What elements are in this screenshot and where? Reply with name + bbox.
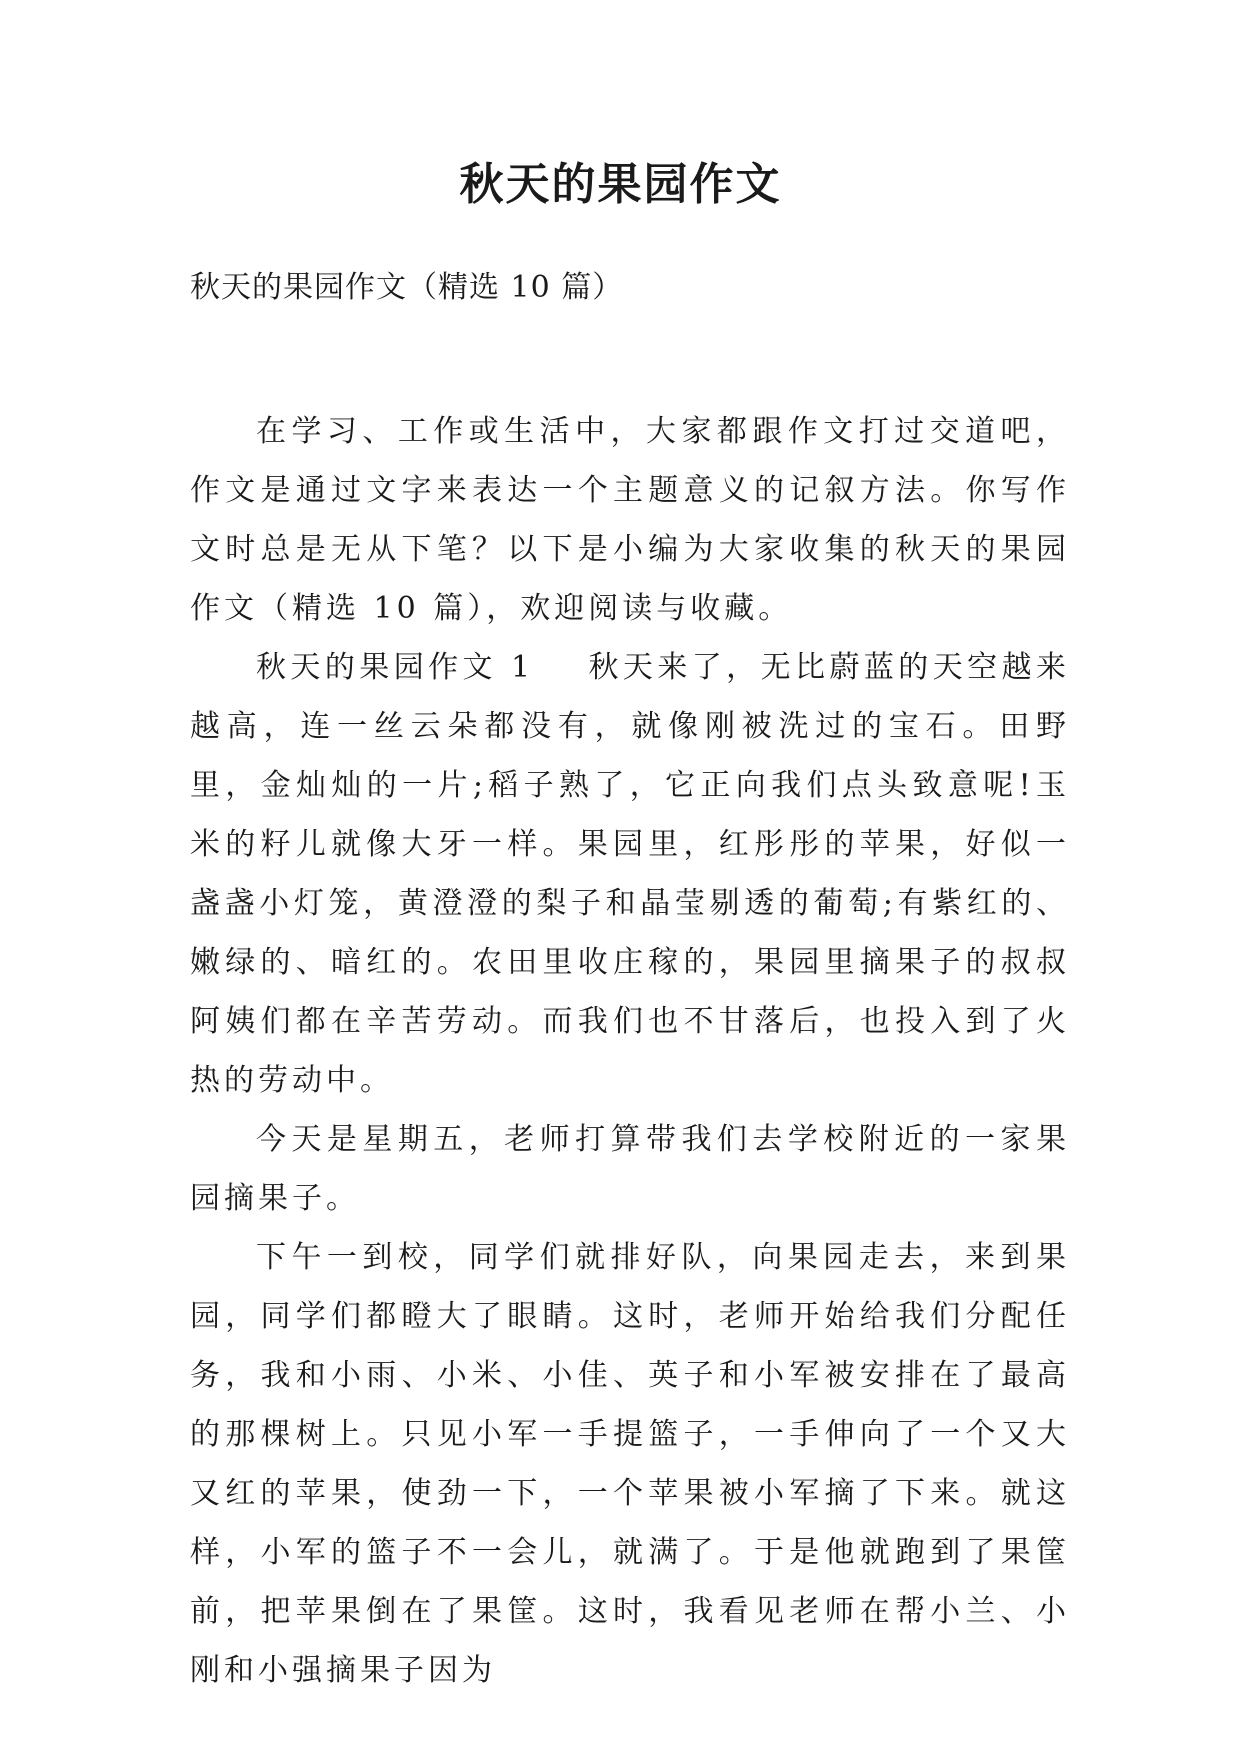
- document-title: 秋天的果园作文: [459, 159, 782, 210]
- body-paragraph: 今天是星期五，老师打算带我们去学校附近的一家果园摘果子。: [190, 1122, 1070, 1216]
- intro-paragraph: 在学习、工作或生活中，大家都跟作文打过交道吧，作文是通过文字来表达一个主题意义的记叙方法。你写作文时总是无从下笔？以下是小编为大家收集的秋天的果园作文（精选 10 篇），欢迎阅读与收藏。: [190, 414, 1070, 626]
- essay-first-paragraph: [190, 638, 1070, 1110]
- document-body: [190, 402, 1070, 1700]
- body-paragraph: 下午一到校，同学们就排好队，向果园走去，来到果园，同学们都瞪大了眼睛。这时，老师开始给我们分配任务，我和小雨、小米、小佳、英子和小军被安排在了最高的那棵树上。只见小军一手提篮子，一手伸向了一个又大又红的苹果，使劲一下，一个苹果被小军摘了下来。就这样，小军的篮子不一会儿，就满了。于是他就跑到了果筐前，把苹果倒在了果筐。这时，我看见老师在帮小兰、小刚和小强摘果子因为: [190, 1240, 1070, 1688]
- document-subtitle: 秋天的果园作文（精选 10 篇）: [190, 270, 624, 305]
- essay-heading: 秋天的果园作文 1: [256, 650, 535, 685]
- paragraph-text: 秋天来了，无比蔚蓝的天空越来越高，连一丝云朵都没有，就像刚被洗过的宝石。田野里，金灿灿的一片;稻子熟了，它正向我们点头致意呢!玉米的籽儿就像大牙一样。果园里，红彤彤的苹果，好似一盏盏小灯笼，黄澄澄的梨子和晶莹剔透的葡萄;有紫红的、嫩绿的、暗红的。农田里收庄稼的，果园里摘果子的叔叔阿姨们都在辛苦劳动。而我们也不甘落后，也投入到了火热的劳动中。: [190, 650, 1071, 1098]
